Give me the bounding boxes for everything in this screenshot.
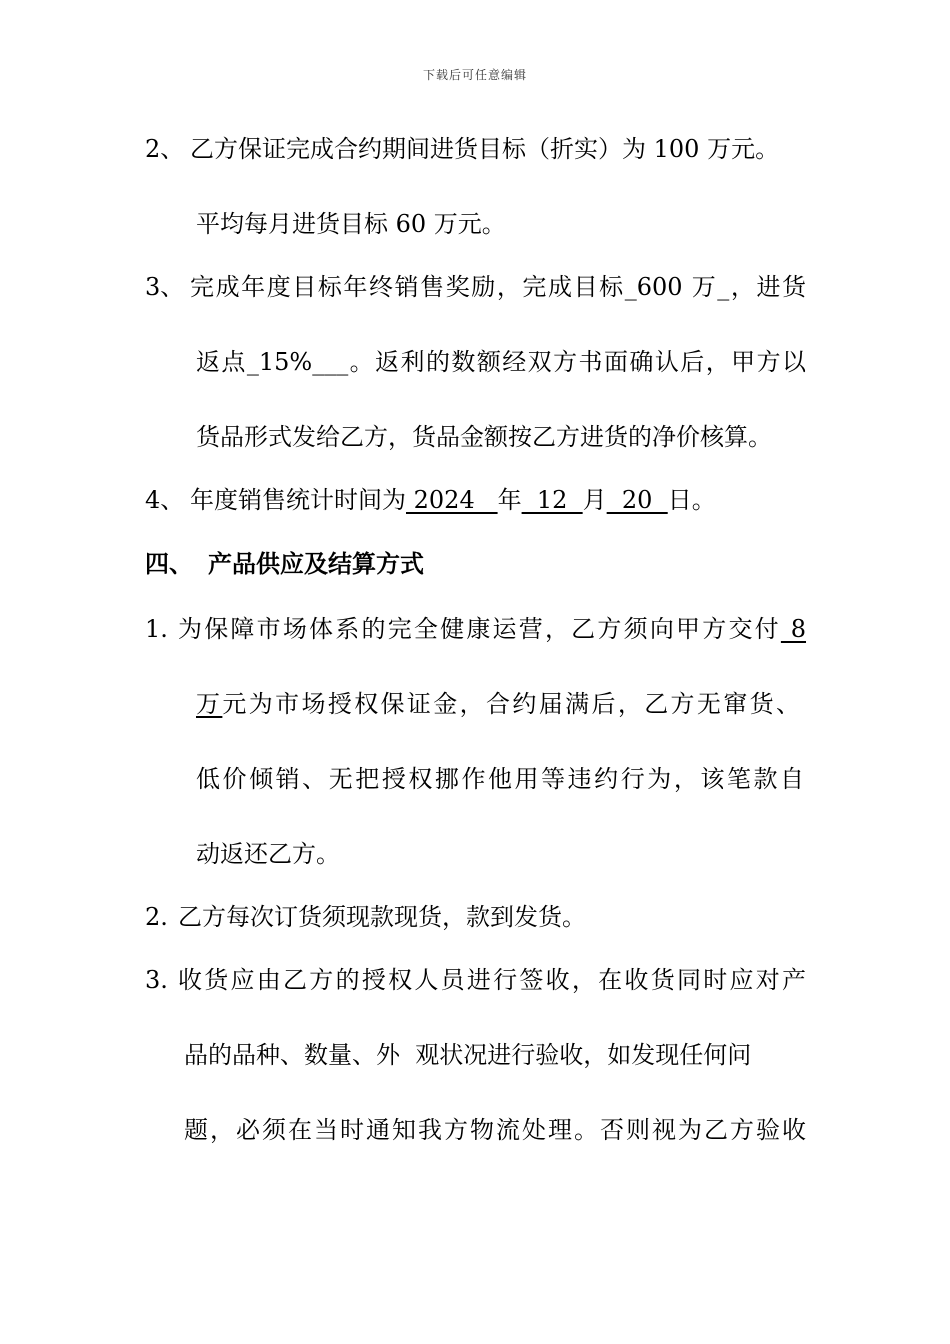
month-value: 12: [521, 486, 583, 514]
rebate-text: 。返利的数额经双方书面确认后，甲方以: [348, 348, 807, 376]
item-4-line: [190, 485, 716, 515]
year-value: 2024: [406, 486, 498, 514]
month-unit: 月: [582, 486, 607, 514]
item-3-line-3: 货品形式发给乙方，货品金额按乙方进货的净价核算。: [196, 423, 772, 451]
year-unit: 年: [497, 486, 522, 514]
clause-1-text: 为保障市场体系的完全健康运营，乙方须向甲方交付: [178, 615, 781, 643]
clause-1-line-1: [178, 614, 806, 644]
clause-2-number: 2.: [145, 903, 168, 931]
clause-1-line-2: [196, 689, 800, 719]
clause-3-line-2: 品的品种、数量、外 观状况进行验收，如发现任何问: [184, 1041, 752, 1069]
clause-3-line-1: 收货应由乙方的授权人员进行签收，在收货同时应对产: [178, 966, 806, 994]
clause-3-number: 3.: [145, 966, 168, 994]
clause-1-line-3: 低价倾销、无把授权挪作他用等违约行为，该笔款自: [196, 765, 804, 793]
page-header: 下载后可任意编辑: [422, 68, 527, 82]
section-4-heading: 产品供应及结算方式: [208, 549, 424, 578]
item-3-line-1: [190, 272, 806, 302]
statistics-date-label: 年度销售统计时间为: [190, 486, 406, 514]
item-3-number: 3、: [145, 273, 185, 301]
item-2-line-2: 平均每月进货目标 60 万元。: [196, 210, 506, 238]
sales-target-value: _600 万_: [624, 273, 730, 301]
item-3-line-2: [196, 347, 806, 377]
item-4-number: 4、: [145, 486, 185, 514]
deposit-amount: 8: [780, 615, 807, 643]
item-2-line-1: 乙方保证完成合约期间进货目标（折实）为 100 万元。: [190, 135, 780, 163]
rebate-label: 返点: [196, 348, 247, 376]
day-value: 20: [606, 486, 668, 514]
clause-1-number: 1.: [145, 615, 168, 643]
deposit-unit: 万: [196, 690, 223, 718]
clause-3-line-3: 题，必须在当时通知我方物流处理。否则视为乙方验收: [184, 1116, 806, 1144]
rebate-value: _15%___: [246, 348, 349, 376]
clause-1-text-2: 元为市场授权保证金，合约届满后，乙方无窜货、: [222, 690, 801, 718]
day-unit: 日。: [667, 486, 716, 514]
item-3-text-end: ，进货: [729, 273, 807, 301]
section-4-number: 四、: [145, 549, 193, 578]
clause-1-line-4: 动返还乙方。: [196, 840, 340, 868]
item-2-number: 2、: [145, 135, 185, 163]
clause-2-line-1: 乙方每次订货须现款现货，款到发货。: [178, 903, 586, 931]
item-3-text: 完成年度目标年终销售奖励，完成目标: [190, 273, 625, 301]
